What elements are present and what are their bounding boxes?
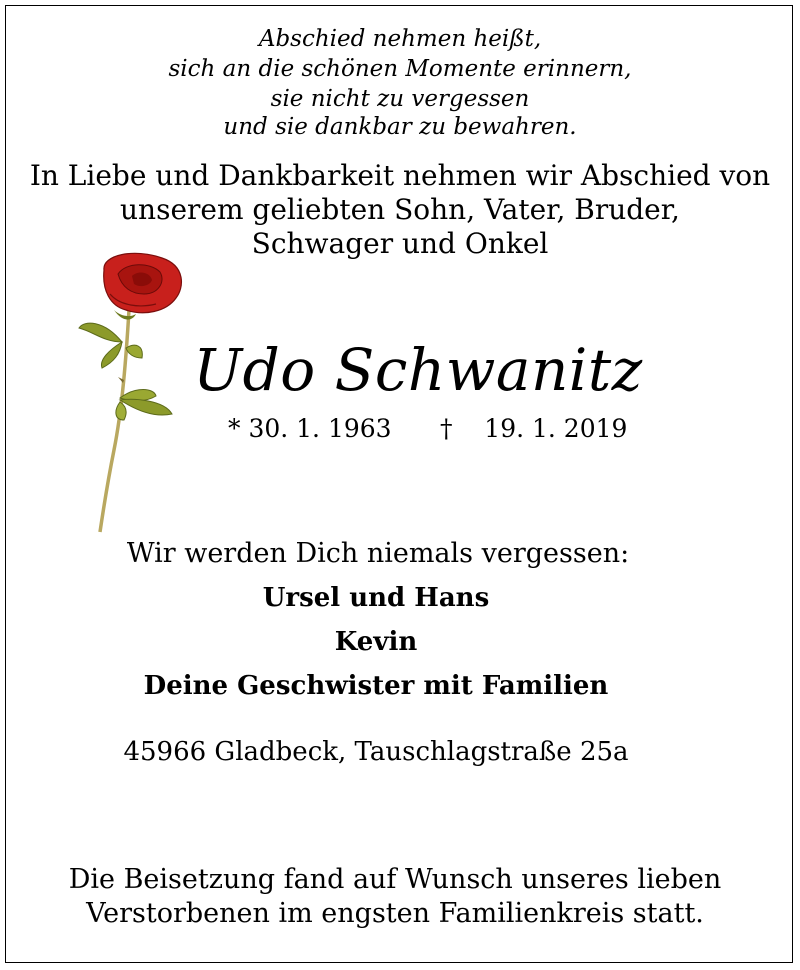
signatory-1: Ursel und Hans (262, 583, 490, 613)
poem-line-2: sich an die schönen Momente erinnern, (168, 56, 632, 82)
remembrance-line: Wir werden Dich niemals vergessen: (126, 538, 630, 569)
intro-line-1: In Liebe und Dankbarkeit nehmen wir Abschied von (29, 159, 771, 192)
poem-line-4: und sie dankbar zu bewahren. (223, 114, 577, 140)
signatory-3: Deine Geschwister mit Familien (143, 671, 609, 701)
birth-date: * 30. 1. 1963 (228, 414, 392, 443)
closing-line-2: Verstorbenen im engsten Familienkreis statt. (86, 898, 704, 929)
poem-line-3: sie nicht zu vergessen (270, 86, 530, 112)
death-date: † 19. 1. 2019 (440, 414, 628, 443)
intro-line-2: unserem geliebten Sohn, Vater, Bruder, (120, 193, 680, 226)
closing-line-1: Die Beisetzung fand auf Wunsch unseres lieben (68, 864, 722, 895)
signatory-2: Kevin (334, 627, 418, 657)
intro-line-3: Schwager und Onkel (251, 227, 549, 260)
poem-line-1: Abschied nehmen heißt, (258, 26, 542, 52)
deceased-name: Udo Schwanitz (193, 336, 643, 404)
address: 45966 Gladbeck, Tauschlagstraße 25a (123, 737, 629, 767)
